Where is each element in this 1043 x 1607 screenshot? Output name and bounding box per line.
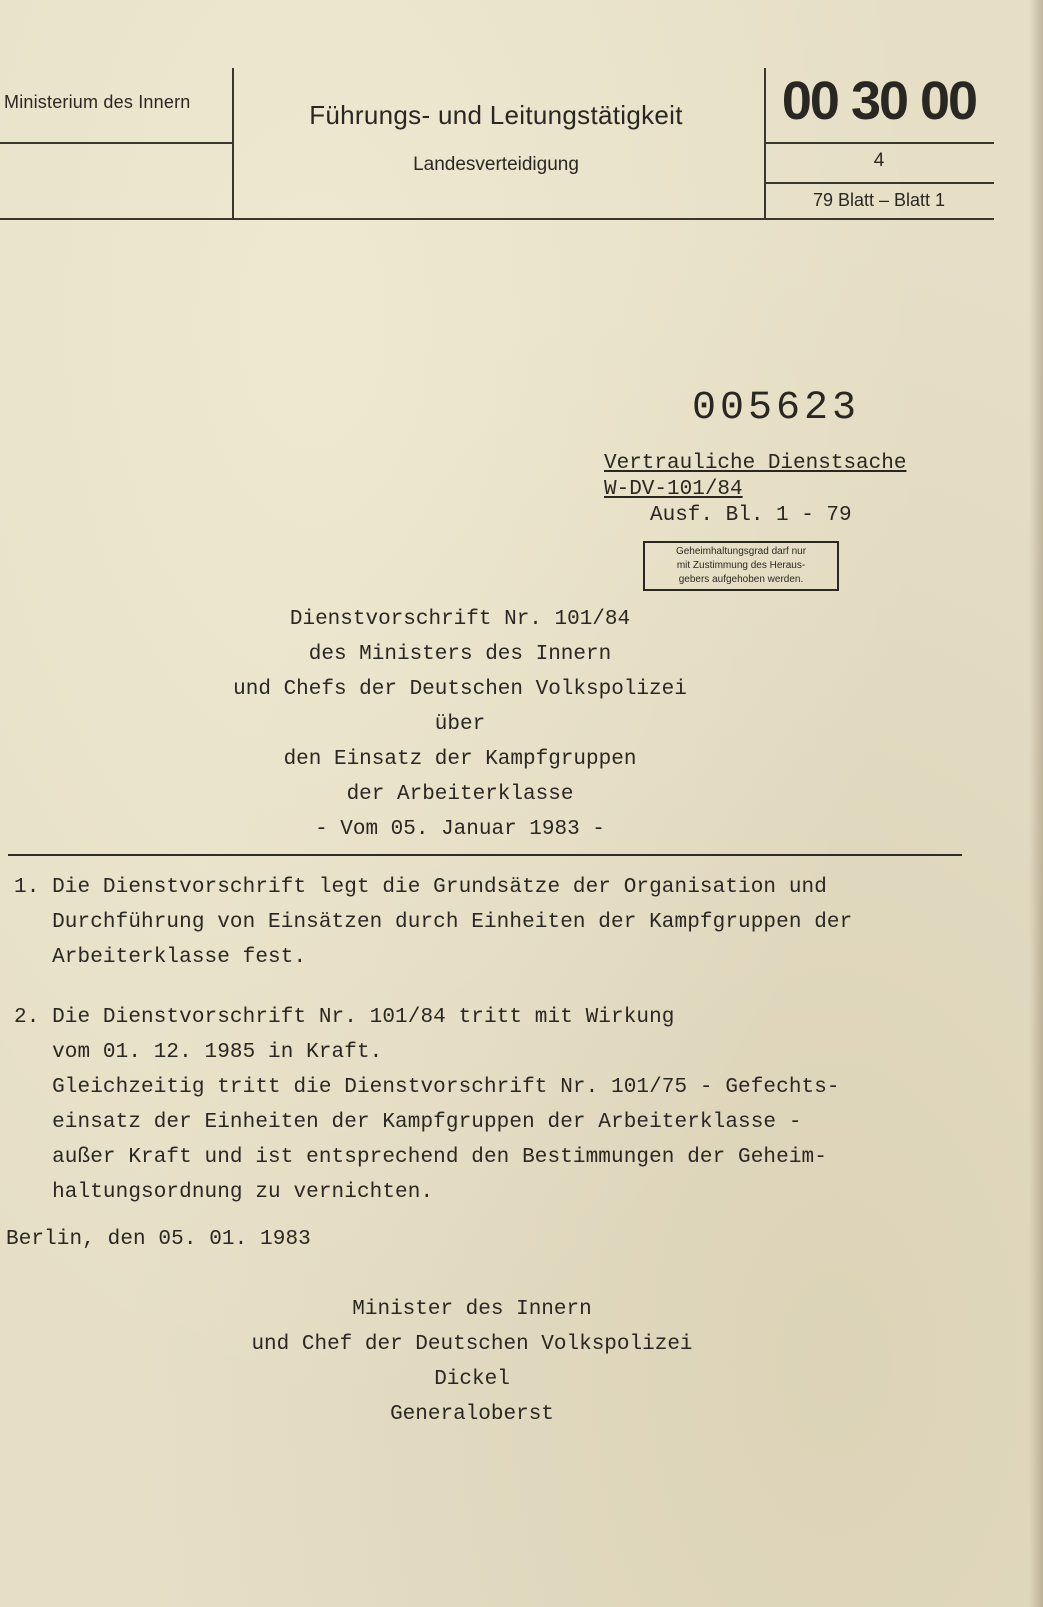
header-divider-left xyxy=(232,68,234,218)
paragraph-2-line: 2. Die Dienstvorschrift Nr. 101/84 tritt mit Wirkung xyxy=(14,1006,675,1029)
title-line: der Arbeiterklasse xyxy=(346,783,574,806)
header-bottom-rule xyxy=(0,218,994,220)
signature-line: Generaloberst xyxy=(390,1403,554,1426)
classification-label: Vertrauliche Dienstsache xyxy=(604,452,907,475)
header-top-left-rule xyxy=(0,142,232,144)
secrecy-stamp xyxy=(643,541,839,591)
paragraph-2-line: haltungsordnung zu vernichten. xyxy=(14,1181,434,1204)
header-subtitle: Landesverteidigung xyxy=(413,154,579,175)
paragraph-1-line: Durchführung von Einsätzen durch Einheiten der Kampfgruppen der xyxy=(14,911,853,934)
title-line: den Einsatz der Kampfgruppen xyxy=(283,748,637,771)
copy-sheets: Ausf. Bl. 1 - 79 xyxy=(650,504,852,527)
header-code-rule-2 xyxy=(764,182,994,184)
paragraph-2-line: einsatz der Einheiten der Kampfgruppen der Arbeiterklasse - xyxy=(14,1111,802,1134)
title-line: - Vom 05. Januar 1983 - xyxy=(315,818,605,841)
serial-number: 005623 xyxy=(692,386,861,431)
title-line: Dienstvorschrift Nr. 101/84 xyxy=(289,608,631,631)
place-date: Berlin, den 05. 01. 1983 xyxy=(6,1228,311,1251)
stamp-line: Geheimhaltungsgrad darf nur xyxy=(675,546,807,557)
paragraph-2-line: Gleichzeitig tritt die Dienstvorschrift Nr. 101/75 - Gefechts- xyxy=(14,1076,840,1099)
document-code: 00 30 00 xyxy=(781,71,977,131)
classification-reference: W-DV-101/84 xyxy=(604,478,743,501)
page-edge-shadow xyxy=(1029,0,1043,1607)
stamp-line: mit Zustimmung des Heraus- xyxy=(676,560,806,571)
ministry-label: Ministerium des Innern xyxy=(4,92,191,112)
title-line: und Chefs der Deutschen Volkspolizei xyxy=(233,678,687,701)
paragraph-1-line: Arbeiterklasse fest. xyxy=(14,946,307,969)
header-code-rule-1 xyxy=(764,142,994,144)
signature-line: Dickel xyxy=(434,1368,510,1391)
title-line: des Ministers des Innern xyxy=(308,643,612,666)
signature-line: Minister des Innern xyxy=(352,1298,592,1321)
header-title: Führungs- und Leitungstätigkeit xyxy=(309,100,683,130)
paragraph-2-line: außer Kraft und ist entsprechend den Bestimmungen der Geheim- xyxy=(14,1146,827,1169)
signature-line: und Chef der Deutschen Volkspolizei xyxy=(251,1333,693,1356)
paragraph-1-line: 1. Die Dienstvorschrift legt die Grundsätze der Organisation und xyxy=(14,876,827,899)
section-divider xyxy=(8,854,962,856)
stamp-line: gebers aufgehoben werden. xyxy=(678,574,804,585)
title-line: über xyxy=(434,713,486,736)
document-number: 4 xyxy=(873,150,885,171)
sheet-count: 79 Blatt – Blatt 1 xyxy=(812,190,946,210)
paragraph-2-line: vom 01. 12. 1985 in Kraft. xyxy=(14,1041,383,1064)
